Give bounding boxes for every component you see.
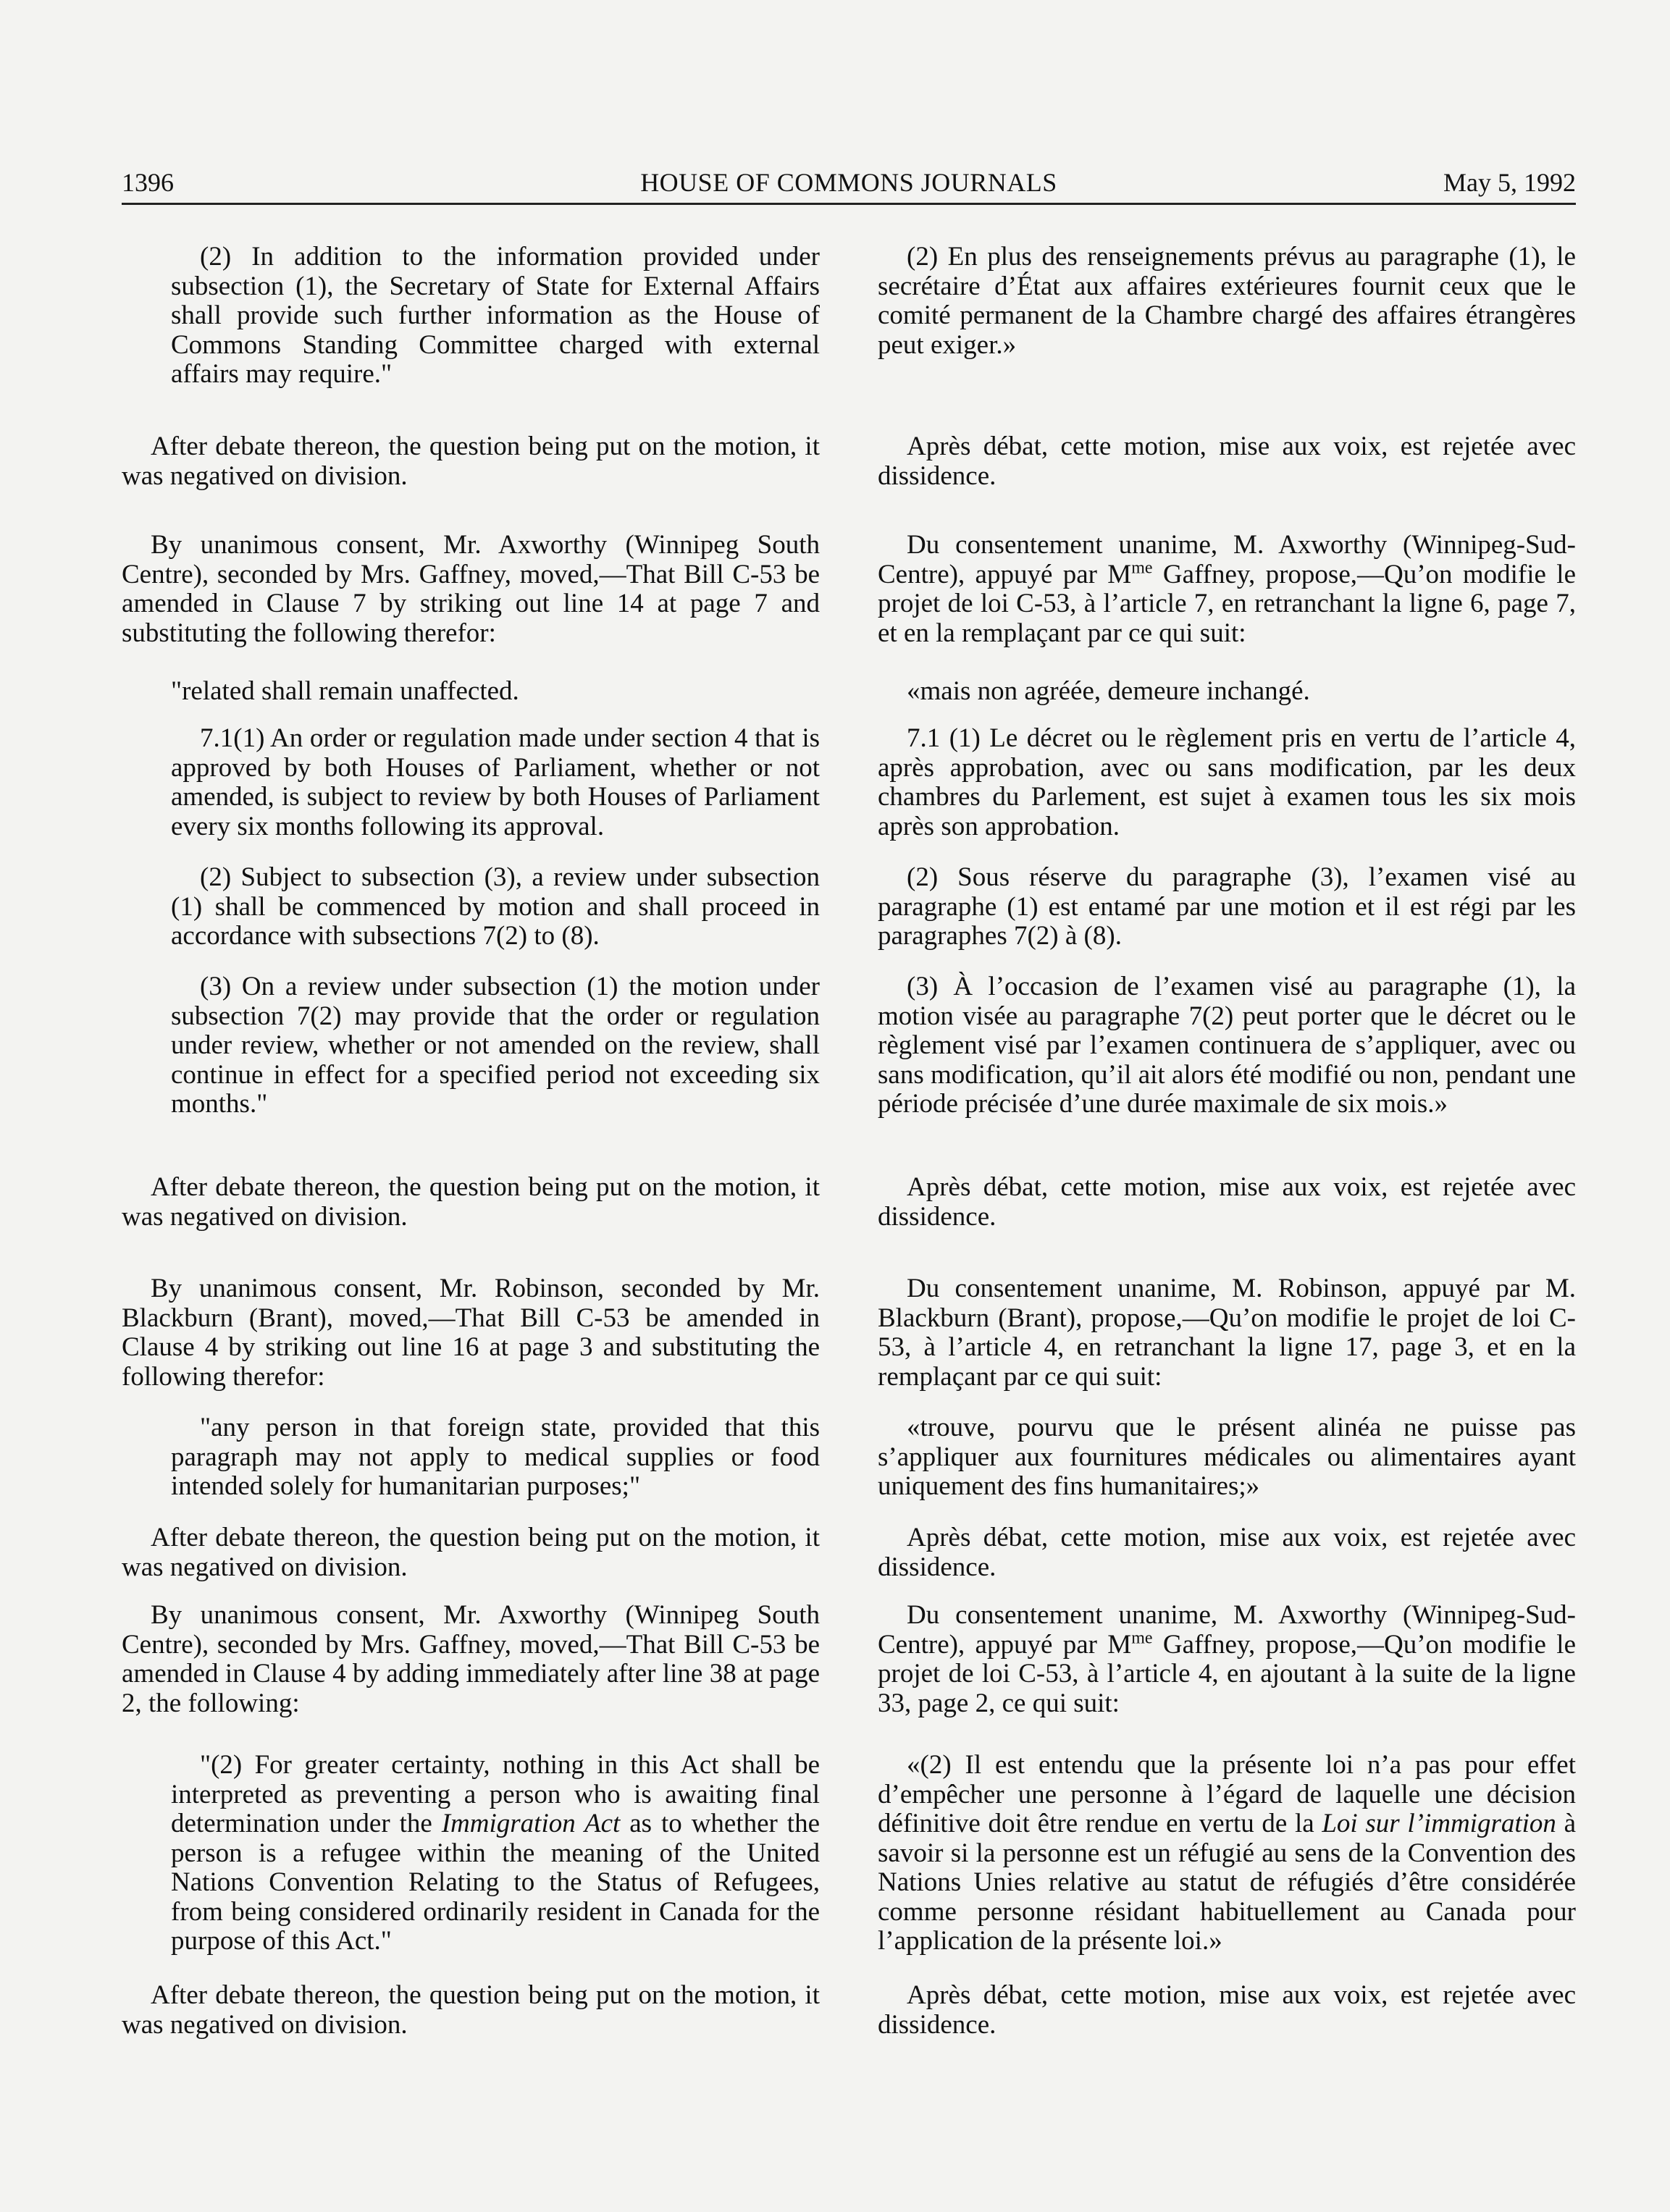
fr-p13-text-c: à savoir si la personne est un réfugié au sens de la Convention des Nations Unies relative au statut de réfugiés d’être considérée comme personne résidant habituellement au Canada pour l’application de la présente loi.»	[878, 1809, 1576, 1956]
en-paragraph-1: (2) In addition to the information provided under subsection (1), the Secretary of State for External Affairs shall provide such further information as the House of Commons Standing Committee charged with external affairs may require."	[171, 242, 820, 389]
en-paragraph-3: By unanimous consent, Mr. Axworthy (Winnipeg South Centre), seconded by Mrs. Gaffney, moved,—That Bill C-53 be amended in Clause 7 by striking out line 14 at page 7 and substituting the following therefor:	[122, 530, 820, 648]
en-paragraph-11: After debate thereon, the question being put on the motion, it was negatived on division.	[122, 1523, 820, 1582]
fr-p13-text-a: «(2) Il est entendu que la présente loi n’a pas pour effet d’empêcher une personne à l’égard de laquelle une décision définitive doit être rendue en vertu de la	[878, 1750, 1576, 1838]
en-paragraph-8: After debate thereon, the question being put on the motion, it was negatived on division.	[122, 1172, 820, 1232]
fr-paragraph-2: Après débat, cette motion, mise aux voix, est rejetée avec dissidence.	[878, 432, 1576, 491]
page-number: 1396	[122, 168, 174, 197]
fr-paragraph-11: Après débat, cette motion, mise aux voix, est rejetée avec dissidence.	[878, 1523, 1576, 1582]
journal-title: HOUSE OF COMMONS JOURNALS	[640, 168, 1057, 197]
en-paragraph-5: 7.1(1) An order or regulation made under section 4 that is approved by both Houses of Parliament, whether or not amended, is subject to review by both Houses of Parliament every six months following its approval.	[171, 723, 820, 841]
fr-paragraph-6: (2) Sous réserve du paragraphe (3), l’examen visé au paragraphe (1) est entamé par une motion et il est régi par les paragraphes 7(2) à (8).	[878, 862, 1576, 951]
fr-paragraph-1: (2) En plus des renseignements prévus au paragraphe (1), le secrétaire d’État aux affaires extérieures fournit ceux que le comité permanent de la Chambre chargé des affaires étrangères peut exiger.»	[878, 242, 1576, 360]
en-p13-act-title: Immigration Act	[441, 1809, 621, 1838]
en-paragraph-12: By unanimous consent, Mr. Axworthy (Winnipeg South Centre), seconded by Mrs. Gaffney, moved,—That Bill C-53 be amended in Clause 4 by adding immediately after line 38 at page 2, the following:	[122, 1600, 820, 1718]
en-p13-text-c: as to whether the person is a refugee within the meaning of the United Nations Convention Relating to the Status of Refugees, from being considered ordinarily resident in Canada for the purpose of this Act."	[171, 1809, 821, 1956]
en-paragraph-9: By unanimous consent, Mr. Robinson, seconded by Mr. Blackburn (Brant), moved,—That Bill C-53 be amended in Clause 4 by striking out line 16 at page 3 and substituting the following therefor:	[122, 1274, 820, 1392]
journal-date: May 5, 1992	[1443, 168, 1576, 197]
fr-paragraph-10: «trouve, pourvu que le présent alinéa ne puisse pas s’appliquer aux fournitures médicales ou alimentaires ayant uniquement des fins humanitaires;»	[878, 1413, 1576, 1501]
en-paragraph-2: After debate thereon, the question being put on the motion, it was negatived on division.	[122, 432, 820, 491]
fr-paragraph-12	[878, 1601, 1576, 1718]
fr-p3-text-b: Gaffney, propose,—Qu’on modifie le projet de loi C-53, à l’article 7, en retranchant la ligne 6, page 7, et en la remplaçant par ce qui suit:	[878, 559, 1576, 648]
en-paragraph-14: After debate thereon, the question being put on the motion, it was negatived on division.	[122, 1980, 820, 2040]
en-paragraph-6: (2) Subject to subsection (3), a review under subsection (1) shall be commenced by motion and shall proceed in accordance with subsections 7(2) to (8).	[171, 862, 820, 951]
fr-paragraph-7: (3) À l’occasion de l’examen visé au paragraphe (1), la motion visée au paragraphe 7(2) peut porter que le décret ou le règlement visé par l’examen continuera de s’appliquer, avec ou sans modification, qu’il ait alors été modifié ou non, pendant une période précisée d’une durée maximale de six mois.»	[878, 972, 1576, 1119]
en-paragraph-10: "any person in that foreign state, provided that this paragraph may not apply to medical supplies or food intended solely for humanitarian purposes;"	[171, 1413, 820, 1501]
fr-p12-text-a: Du consentement unanime, M. Axworthy (Winnipeg-Sud-Centre), appuyé par M	[878, 1600, 1576, 1660]
page-header	[122, 165, 1576, 205]
fr-paragraph-9: Du consentement unanime, M. Robinson, appuyé par M. Blackburn (Brant), propose,—Qu’on modifie le projet de loi C-53, à l’article 4, en retranchant la ligne 17, page 3, et en la remplaçant par ce qui suit:	[878, 1274, 1576, 1392]
fr-p3-superscript: me	[1131, 558, 1153, 578]
fr-p13-act-title: Loi sur l’immigration	[1322, 1809, 1556, 1838]
en-paragraph-7: (3) On a review under subsection (1) the motion under subsection 7(2) may provide that the order or regulation under review, whether or not amended on the review, shall continue in effect for a specified period not exceeding six months."	[171, 972, 820, 1119]
en-paragraph-13	[171, 1751, 820, 1956]
fr-paragraph-8: Après débat, cette motion, mise aux voix, est rejetée avec dissidence.	[878, 1172, 1576, 1232]
fr-p12-text-b: Gaffney, propose,—Qu’on modifie le projet de loi C-53, à l’article 4, en ajoutant à la suite de la ligne 33, page 2, ce qui suit:	[878, 1629, 1576, 1718]
fr-paragraph-5: 7.1 (1) Le décret ou le règlement pris en vertu de l’article 4, après approbation, avec ou sans modification, par les deux chambres du Parlement, est sujet à examen tous les six mois après son approbation.	[878, 723, 1576, 841]
fr-paragraph-3	[878, 531, 1576, 648]
en-p13-text-a: "(2) For greater certainty, nothing in this Act shall be interpreted as preventing a person who is awaiting final determination under the	[171, 1750, 820, 1838]
fr-paragraph-14: Après débat, cette motion, mise aux voix, est rejetée avec dissidence.	[878, 1980, 1576, 2040]
en-paragraph-4: "related shall remain unaffected.	[171, 676, 519, 706]
fr-paragraph-4: «mais non agréée, demeure inchangé.	[907, 676, 1310, 706]
fr-p12-superscript: me	[1131, 1628, 1153, 1648]
fr-p3-text-a: Du consentement unanime, M. Axworthy (Winnipeg-Sud-Centre), appuyé par M	[878, 530, 1576, 589]
fr-paragraph-13	[878, 1751, 1576, 1956]
